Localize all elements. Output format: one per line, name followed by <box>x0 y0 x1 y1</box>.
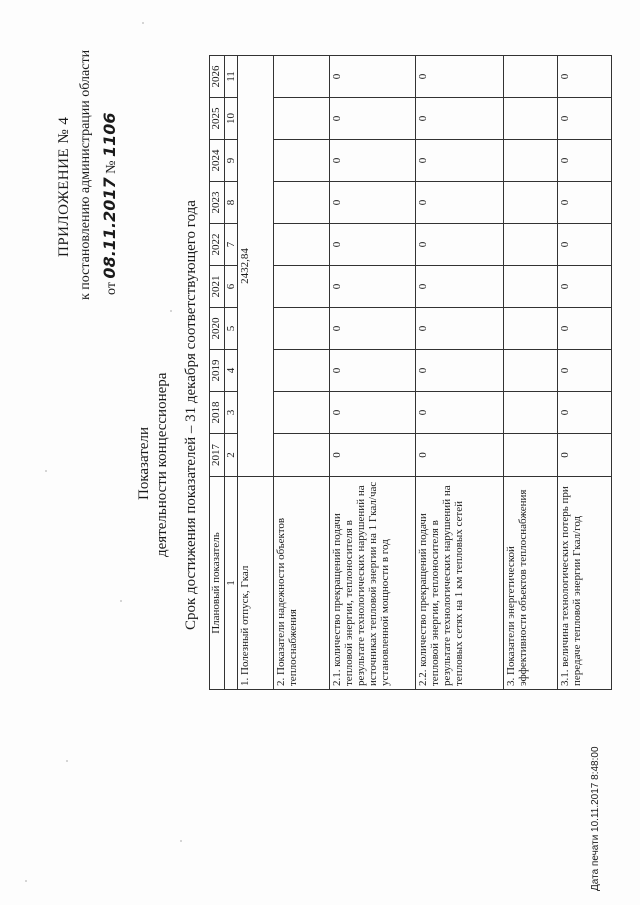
header-year: 2024 <box>210 140 225 182</box>
value-cell: 0 <box>416 266 504 308</box>
document-subtitle: деятельности концессионера <box>154 372 170 557</box>
value-cell: 0 <box>330 434 416 477</box>
value-cell: 0 <box>416 224 504 266</box>
header-year: 2023 <box>210 182 225 224</box>
empty-cell <box>504 224 558 266</box>
value-cell: 0 <box>558 224 612 266</box>
empty-cell <box>274 224 330 266</box>
empty-cell <box>504 140 558 182</box>
empty-cell <box>274 140 330 182</box>
value-cell: 0 <box>558 56 612 98</box>
column-number: 6 <box>225 266 238 308</box>
header-year: 2026 <box>210 56 225 98</box>
print-date: Дата печати 10.11.2017 8:48:00 <box>590 746 601 891</box>
value-cell: 0 <box>558 140 612 182</box>
header-year: 2021 <box>210 266 225 308</box>
column-number: 8 <box>225 182 238 224</box>
value-cell: 0 <box>416 56 504 98</box>
header-row <box>210 56 225 690</box>
value-cell: 0 <box>416 350 504 392</box>
header-year: 2017 <box>210 434 225 477</box>
empty-cell <box>504 98 558 140</box>
column-number: 11 <box>225 56 238 98</box>
row-label: 2.2. количество прекращений подачи тепловой энергии, теплоносителя в результате технологических нарушений на тепловых сетях на 1 км тепловых сетей <box>416 477 504 690</box>
handwritten-date: 08.11.2017 <box>100 177 119 279</box>
value-cell: 0 <box>330 56 416 98</box>
column-number: 3 <box>225 392 238 434</box>
value-cell: 0 <box>330 350 416 392</box>
empty-cell <box>274 182 330 224</box>
empty-cell <box>274 350 330 392</box>
header-year: 2019 <box>210 350 225 392</box>
value-cell: 0 <box>330 392 416 434</box>
value-cell: 0 <box>416 308 504 350</box>
value-cell: 0 <box>416 434 504 477</box>
value-cell: 0 <box>330 140 416 182</box>
number-prefix: № <box>104 160 119 174</box>
empty-cell <box>274 392 330 434</box>
row-label: 1. Полезный отпуск, Гкал <box>238 477 274 690</box>
column-number: 10 <box>225 98 238 140</box>
empty-cell <box>274 308 330 350</box>
value-cell: 0 <box>558 308 612 350</box>
column-number: 4 <box>225 350 238 392</box>
indicators-table <box>209 55 612 690</box>
value-cell: 0 <box>330 98 416 140</box>
table-row <box>330 56 416 690</box>
appendix-date-line <box>100 112 120 295</box>
column-number: 9 <box>225 140 238 182</box>
value-cell: 0 <box>558 392 612 434</box>
value-cell: 0 <box>558 266 612 308</box>
column-number: 7 <box>225 224 238 266</box>
table-row <box>238 56 274 690</box>
empty-cell <box>504 266 558 308</box>
value-cell: 0 <box>558 182 612 224</box>
empty-cell <box>504 308 558 350</box>
empty-cell <box>274 434 330 477</box>
appendix-title: ПРИЛОЖЕНИЕ № 4 <box>56 116 72 257</box>
value-cell: 0 <box>330 224 416 266</box>
table-row <box>416 56 504 690</box>
value-cell: 0 <box>330 308 416 350</box>
column-number-row <box>225 56 238 690</box>
section-label: 3. Показатели энергетической эффективности объектов теплоснабжения <box>504 477 558 690</box>
column-number: 5 <box>225 308 238 350</box>
value-cell: 0 <box>558 98 612 140</box>
row-label: 3.1. величина технологических потерь при передаче тепловой энергии Гкал/год <box>558 477 612 690</box>
handwritten-number: 1106 <box>100 112 119 157</box>
empty-cell <box>504 350 558 392</box>
header-year: 2022 <box>210 224 225 266</box>
table-row <box>558 56 612 690</box>
empty-cell <box>274 56 330 98</box>
merged-value-cell: 2432,84 <box>238 56 274 477</box>
value-cell: 0 <box>416 392 504 434</box>
column-number: 1 <box>225 477 238 690</box>
value-cell: 0 <box>558 434 612 477</box>
empty-cell <box>274 98 330 140</box>
value-cell: 0 <box>330 266 416 308</box>
appendix-subtitle: к постановлению администрации области <box>78 49 93 300</box>
empty-cell <box>504 56 558 98</box>
table-row <box>274 56 330 690</box>
deadline-heading: Срок достижения показателей – 31 декабря соответствующего года <box>183 200 199 630</box>
value-cell: 0 <box>416 140 504 182</box>
header-indicator: Плановый показатель <box>210 477 225 690</box>
empty-cell <box>504 392 558 434</box>
column-number: 2 <box>225 434 238 477</box>
value-cell: 0 <box>330 182 416 224</box>
empty-cell <box>504 434 558 477</box>
section-label: 2. Показатели надежности объектов теплоснабжения <box>274 477 330 690</box>
value-cell: 0 <box>416 182 504 224</box>
row-label: 2.1. количество прекращений подачи тепловой энергии, теплоносителя в результате технологических нарушений на источниках тепловой энергии на 1 Гкал/час установленной мощности в год <box>330 477 416 690</box>
table-row <box>504 56 558 690</box>
document-title: Показатели <box>136 427 152 500</box>
header-year: 2025 <box>210 98 225 140</box>
empty-cell <box>504 182 558 224</box>
date-prefix: от <box>104 282 119 295</box>
value-cell: 0 <box>416 98 504 140</box>
header-year: 2020 <box>210 308 225 350</box>
header-year: 2018 <box>210 392 225 434</box>
empty-cell <box>274 266 330 308</box>
value-cell: 0 <box>558 350 612 392</box>
